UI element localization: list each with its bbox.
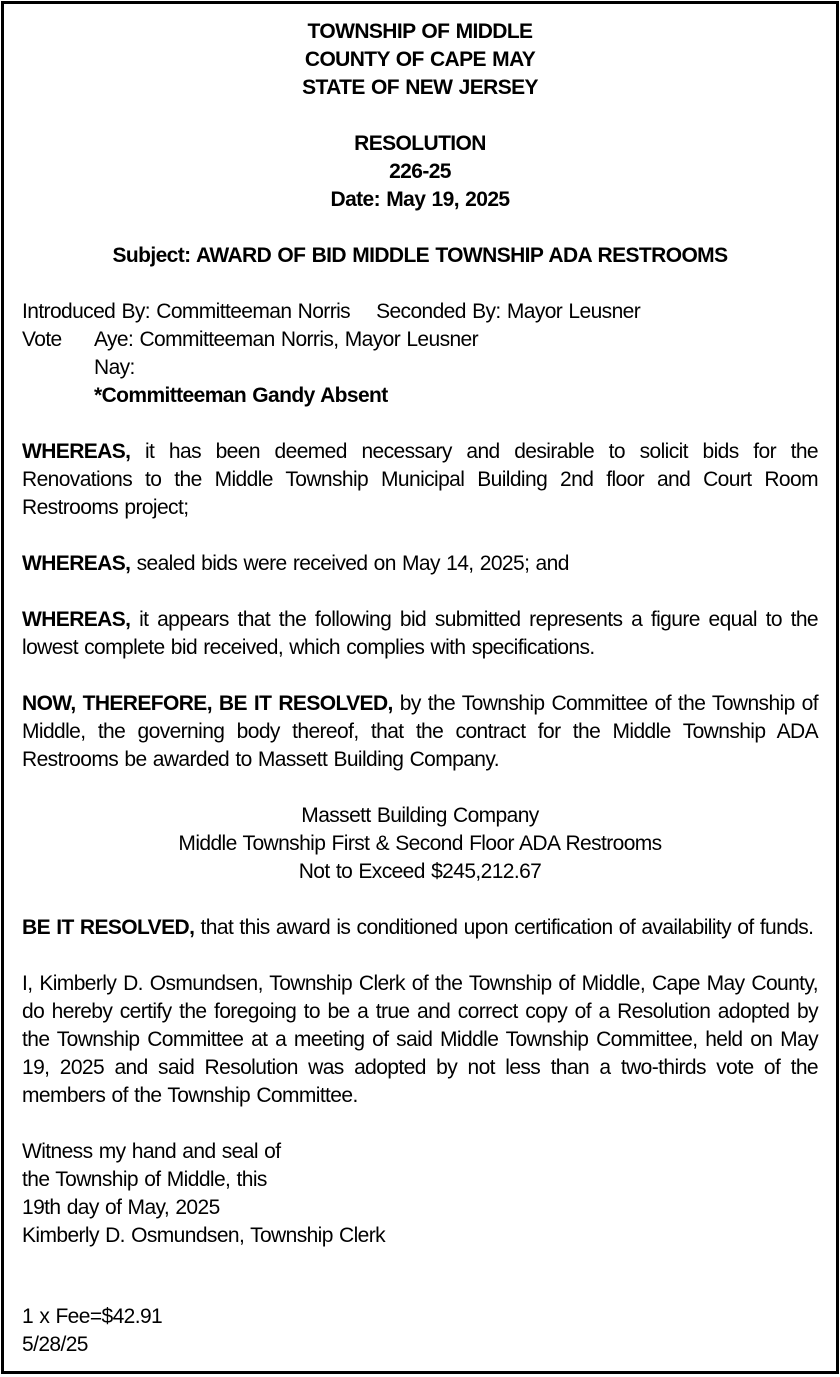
resolved-lead: NOW, THEREFORE, BE IT RESOLVED, — [22, 692, 393, 715]
legal-notice — [1, 1, 839, 1374]
resolved-paragraph — [22, 690, 818, 774]
resolution-title: RESOLUTION — [354, 132, 486, 155]
paragraph-text: by the Township Committee of the Township of Middle, the governing body thereof, that the contract for the Middle Township ADA Restrooms be awarded to Massett Building Company. — [22, 692, 818, 771]
witness-line: Witness my hand and seal of — [22, 1140, 281, 1163]
whereas-lead: WHEREAS, — [22, 440, 131, 463]
whereas-paragraph-1 — [22, 438, 818, 522]
fee-line: 1 x Fee=$42.91 — [22, 1305, 163, 1328]
whereas-lead: WHEREAS, — [22, 608, 131, 631]
award-project: Middle Township First & Second Floor ADA Restrooms — [178, 832, 662, 855]
introduced-by: Introduced By: Committeeman Norris — [22, 300, 351, 323]
absent-note: *Committeeman Gandy Absent — [94, 384, 388, 407]
vote-line — [22, 326, 818, 354]
paragraph-text: it has been deemed necessary and desirable to solicit bids for the Renovations to the Middle Township Municipal Building 2nd floor and Court Room Restrooms project; — [22, 440, 818, 519]
seconded-by: Seconded By: Mayor Leusner — [376, 300, 641, 323]
funds-paragraph — [22, 914, 818, 942]
paragraph-text: sealed bids were received on May 14, 2025; and — [130, 552, 569, 575]
publication-footer — [22, 1303, 162, 1359]
introduced-line — [22, 298, 818, 326]
witness-date: 19th day of May, 2025 — [22, 1196, 220, 1219]
whereas-lead: WHEREAS, — [22, 552, 131, 575]
award-amount: Not to Exceed $245,212.67 — [298, 860, 542, 883]
vote-label: Vote — [22, 328, 62, 351]
aye-votes: Aye: Committeeman Norris, Mayor Leusner — [94, 328, 479, 351]
resolution-date: Date: May 19, 2025 — [330, 188, 510, 211]
resolution-number: 226-25 — [389, 160, 451, 183]
certification-paragraph: I, Kimberly D. Osmundsen, Township Clerk of the Township of Middle, Cape May County, do hereby certify the foregoing to be a true and correct copy of a Resolution adopted by the Township Committee at a meeting of said Middle Township Committee, held on May 19, 2025 and said Resolution was adopted by not less than a two-thirds vote of the members of the Township Committee. — [22, 972, 818, 1107]
state-line: STATE OF NEW JERSEY — [302, 76, 538, 99]
publication-date: 5/28/25 — [22, 1333, 88, 1356]
county-line: COUNTY OF CAPE MAY — [304, 48, 536, 71]
paragraph-text: that this award is conditioned upon certification of availability of funds. — [194, 916, 814, 939]
witness-line: the Township of Middle, this — [22, 1168, 267, 1191]
township-line: TOWNSHIP OF MIDDLE — [307, 20, 533, 43]
vote-block — [22, 298, 818, 410]
nay-votes: Nay: — [94, 356, 135, 379]
whereas-paragraph-2 — [22, 550, 818, 578]
paragraph-text: it appears that the following bid submitted represents a figure equal to the lowest complete bid received, which complies with specifications. — [22, 608, 818, 659]
award-company: Massett Building Company — [301, 804, 539, 827]
resolution-heading-block — [22, 130, 818, 214]
award-block — [22, 802, 818, 886]
clerk-signature-line: Kimberly D. Osmundsen, Township Clerk — [22, 1224, 386, 1247]
whereas-paragraph-3 — [22, 606, 818, 662]
resolution-subject: Subject: AWARD OF BID MIDDLE TOWNSHIP ADA RESTROOMS — [112, 244, 728, 267]
resolved-lead: BE IT RESOLVED, — [22, 916, 195, 939]
witness-block — [22, 1138, 818, 1250]
notice-header — [22, 18, 818, 102]
